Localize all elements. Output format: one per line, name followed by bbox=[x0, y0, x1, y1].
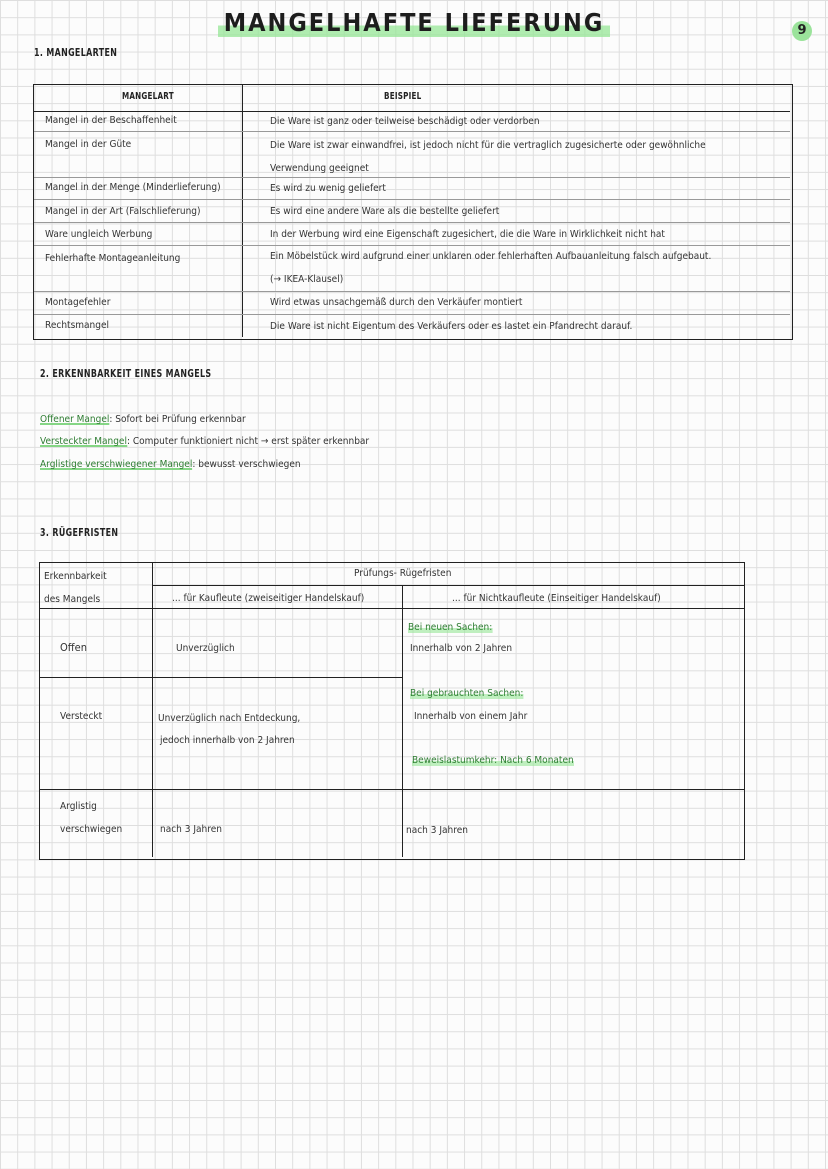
beispiel-cell: Die Ware ist zwar einwandfrei, ist jedoch nicht für die vertraglich zugesicherte oder gewöhnliche bbox=[270, 140, 706, 151]
section-2-heading: 2. ERKENNBARKEIT EINES MANGELS bbox=[40, 367, 212, 380]
row-label-arglistig: Arglistig bbox=[60, 801, 97, 812]
mangelart-cell: Mangel in der Güte bbox=[45, 139, 132, 150]
mangelart-cell: Mangel in der Beschaffenheit bbox=[45, 115, 177, 126]
text-neue-sachen: Innerhalb von 2 Jahren bbox=[410, 643, 513, 654]
cell-versteckt-kaufleute-cont: jedoch innerhalb von 2 Jahren bbox=[160, 735, 295, 746]
item-text: : bewusst verschwiegen bbox=[192, 459, 301, 470]
row-label-verschwiegen: verschwiegen bbox=[60, 824, 123, 835]
row-label-versteckt: Versteckt bbox=[60, 711, 103, 722]
header-kaufleute: ... für Kaufleute (zweiseitiger Handelskauf) bbox=[172, 593, 365, 604]
beispiel-cell-cont: Verwendung geeignet bbox=[270, 163, 369, 174]
mangelart-cell: Mangel in der Art (Falschlieferung) bbox=[45, 206, 201, 217]
mangelart-cell: Montagefehler bbox=[45, 297, 111, 308]
beispiel-cell: In der Werbung wird eine Eigenschaft zugesichert, die die Ware in Wirklichkeit nicht hat bbox=[270, 229, 665, 240]
header-nichtkaufleute: ... für Nichtkaufleute (Einseitiger Handelskauf) bbox=[452, 593, 661, 604]
mangelart-cell: Fehlerhafte Montageanleitung bbox=[45, 253, 181, 264]
label-neue-sachen: Bei neuen Sachen: bbox=[408, 622, 493, 633]
erkennbarkeit-item bbox=[40, 436, 369, 447]
cell-offen-kaufleute: Unverzüglich bbox=[176, 643, 235, 654]
cell-versteckt-kaufleute: Unverzüglich nach Entdeckung, bbox=[158, 713, 301, 724]
mangelart-cell: Ware ungleich Werbung bbox=[45, 229, 153, 240]
header-pruefungs-ruegefristen: Prüfungs- Rügefristen bbox=[354, 568, 452, 579]
term-arglistig-mangel: Arglistige verschwiegener Mangel bbox=[40, 459, 193, 470]
beispiel-cell-cont: (→ IKEA-Klausel) bbox=[270, 274, 344, 285]
column-header-mangelart: MANGELART bbox=[122, 91, 174, 102]
beispiel-cell: Wird etwas unsachgemäß durch den Verkäufer montiert bbox=[270, 297, 523, 308]
header-des-mangels: des Mangels bbox=[44, 594, 101, 605]
ruegefristen-table bbox=[39, 562, 745, 860]
beispiel-cell: Die Ware ist nicht Eigentum des Verkäufers oder es lastet ein Pfandrecht darauf. bbox=[270, 321, 633, 332]
label-gebrauchte-sachen: Bei gebrauchten Sachen: bbox=[410, 688, 524, 699]
mangelarten-table bbox=[33, 84, 793, 340]
page-title: MANGELHAFTE LIEFERUNG bbox=[0, 8, 828, 37]
beweislastumkehr: Beweislastumkehr: Nach 6 Monaten bbox=[412, 755, 574, 766]
section-1-heading: 1. MANGELARTEN bbox=[34, 46, 118, 59]
header-erkennbarkeit: Erkennbarkeit bbox=[44, 571, 107, 582]
mangelart-cell: Mangel in der Menge (Minderlieferung) bbox=[45, 182, 221, 193]
cell-arglistig-nichtkaufleute: nach 3 Jahren bbox=[406, 825, 468, 836]
section-3-heading: 3. RÜGEFRISTEN bbox=[40, 526, 119, 539]
row-label-offen: Offen bbox=[60, 641, 87, 654]
term-offener-mangel: Offener Mangel bbox=[40, 414, 110, 425]
item-text: : Sofort bei Prüfung erkennbar bbox=[109, 414, 246, 425]
mangelart-cell: Rechtsmangel bbox=[45, 320, 109, 331]
erkennbarkeit-item bbox=[40, 459, 301, 470]
beispiel-cell: Es wird zu wenig geliefert bbox=[270, 183, 386, 194]
text-gebrauchte-sachen: Innerhalb von einem Jahr bbox=[414, 711, 528, 722]
page-number: 9 bbox=[792, 21, 812, 41]
cell-arglistig-kaufleute: nach 3 Jahren bbox=[160, 824, 222, 835]
item-text: : Computer funktioniert nicht → erst später erkennbar bbox=[126, 436, 370, 447]
column-header-beispiel: BEISPIEL bbox=[384, 91, 422, 102]
beispiel-cell: Die Ware ist ganz oder teilweise beschädigt oder verdorben bbox=[270, 116, 540, 127]
term-versteckter-mangel: Versteckter Mangel bbox=[40, 436, 127, 447]
erkennbarkeit-item bbox=[40, 414, 246, 425]
beispiel-cell: Ein Möbelstück wird aufgrund einer unklaren oder fehlerhaften Aufbauanleitung falsch aufgebaut. bbox=[270, 251, 712, 262]
beispiel-cell: Es wird eine andere Ware als die bestellte geliefert bbox=[270, 206, 500, 217]
